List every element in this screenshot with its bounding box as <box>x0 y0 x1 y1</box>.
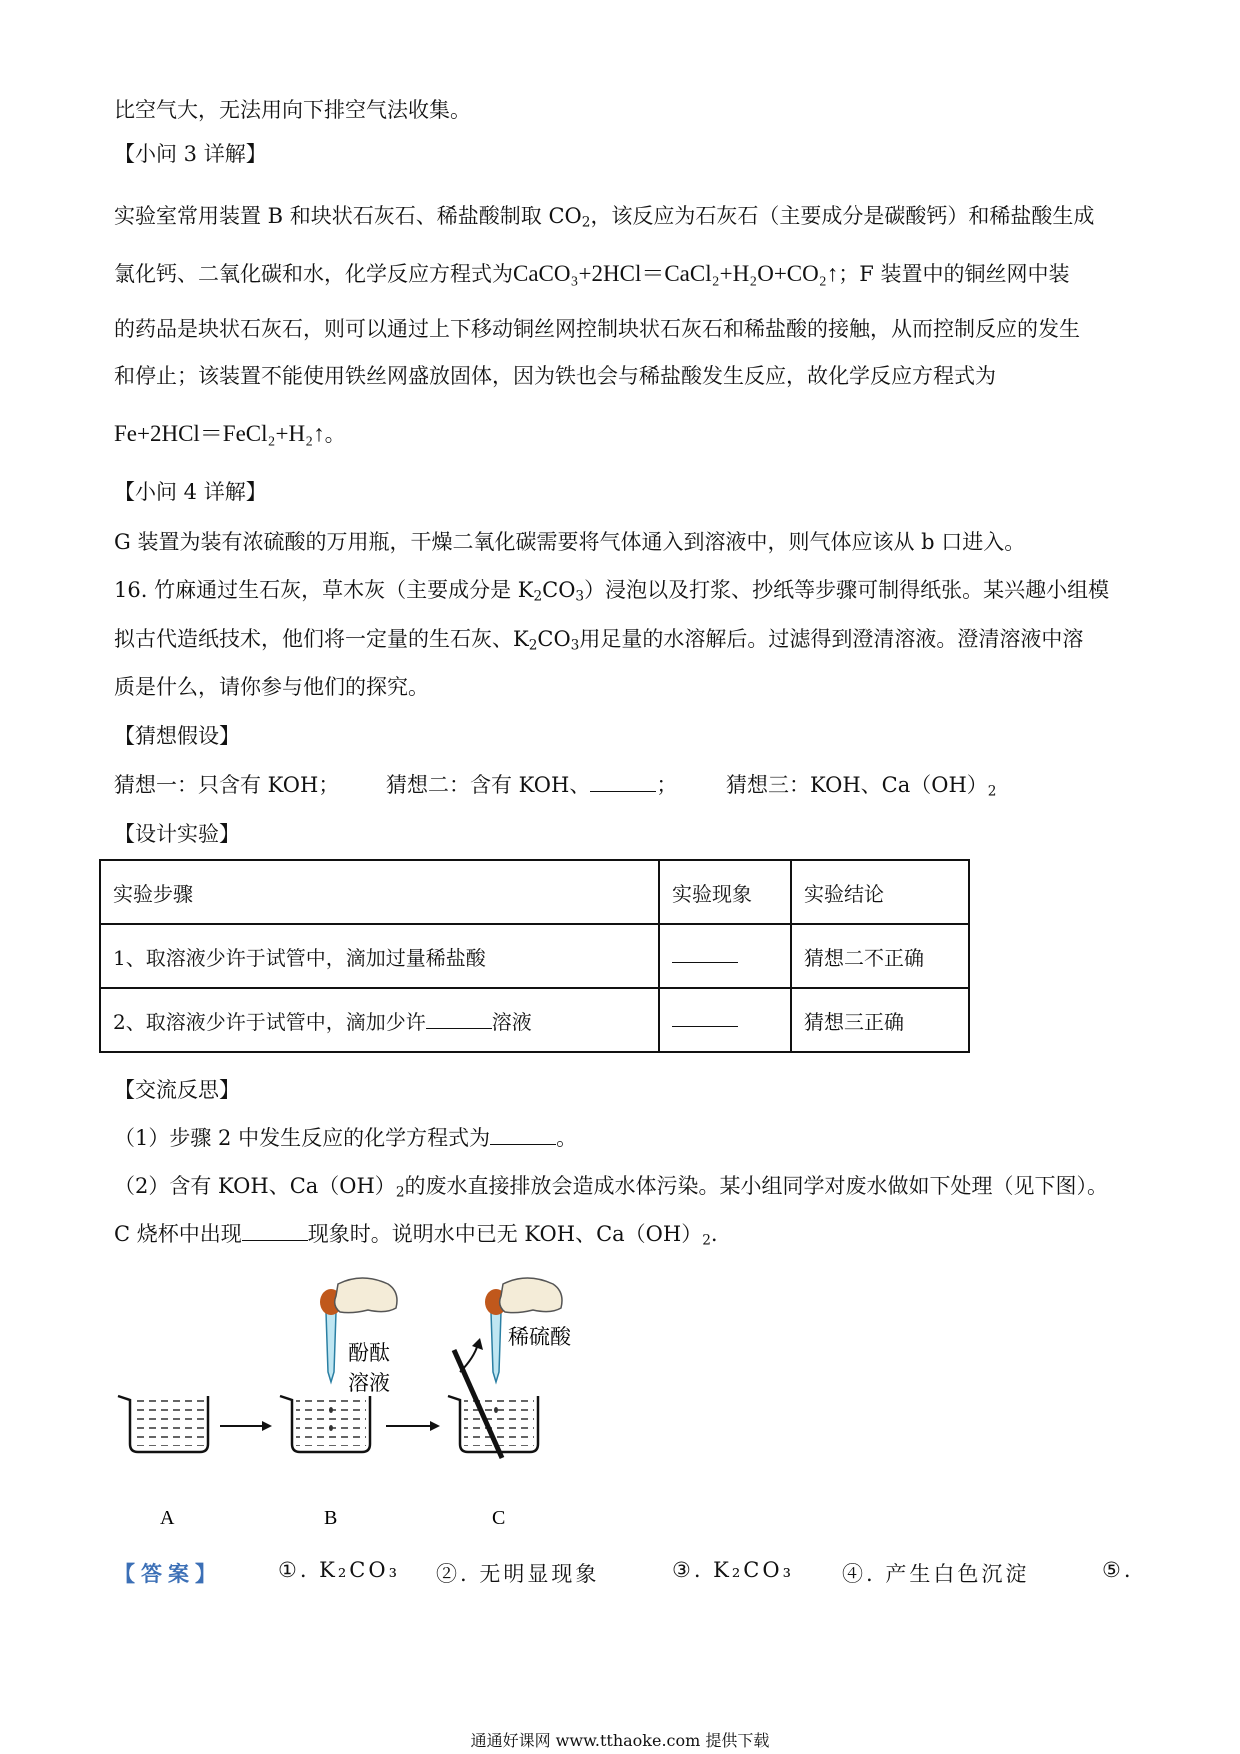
answer-item: ⑤. <box>1102 1558 1134 1582</box>
answer-blank <box>590 773 656 792</box>
section-heading-reflect: 【交流反思】 <box>114 1078 240 1102</box>
reagent-label-c: 稀硫酸 <box>508 1325 571 1349</box>
table-cell <box>659 924 791 988</box>
guess-1: 猜想一：只含有 KOH； <box>114 773 340 797</box>
text-line: 比空气大，无法用向下排空气法收集。 <box>114 98 471 122</box>
text-line: G 装置为装有浓硫酸的万用瓶，干燥二氧化碳需要将气体通入到溶液中，则气体应该从 b 口进入。 <box>114 530 1026 554</box>
table-header-row <box>100 860 969 924</box>
answer-item: ④. 产生白色沉淀 <box>842 1562 1030 1586</box>
answer-item: ③. K₂CO₃ <box>672 1558 794 1582</box>
answer-tag: 【答案】 <box>114 1561 222 1586</box>
section-heading-design: 【设计实验】 <box>114 822 240 846</box>
equation: Fe+2HCl＝FeCl₂+H₂↑ <box>114 421 325 446</box>
reagent-label-b: 酚酞 <box>348 1341 390 1365</box>
table-cell: 2、取溶液少许于试管中，滴加少许 溶液 <box>100 988 659 1052</box>
beaker-a <box>118 1396 208 1452</box>
text-line: 质是什么，请你参与他们的探究。 <box>114 675 429 699</box>
text-line: C 烧杯中出现 现象时。说明水中已无 KOH、$Ca(OH)_2$. <box>114 1222 718 1249</box>
text-line: 和停止；该装置不能使用铁丝网盛放固体，因为铁也会与稀盐酸发生反应，故化学反应方程式为 <box>114 364 996 388</box>
experiment-table <box>99 859 970 1053</box>
section-heading-q3: 【小问 3 详解】 <box>114 142 267 166</box>
guess-3: 猜想三：KOH、$Ca(OH)_2$ <box>726 773 997 800</box>
text-line: Fe+2HCl＝FeCl₂+H₂↑。 <box>114 421 346 446</box>
text-line: （1）步骤 2 中发生反应的化学方程式为 。 <box>114 1126 578 1150</box>
beaker-b <box>280 1396 370 1452</box>
section-heading-guess: 【猜想假设】 <box>114 724 240 748</box>
table-header: 实验现象 <box>659 860 791 924</box>
table-header: 实验结论 <box>791 860 969 924</box>
answer-item: ②. 无明显现象 <box>436 1562 600 1586</box>
table-header: 实验步骤 <box>100 860 659 924</box>
arrow-icon <box>386 1421 440 1431</box>
beaker-label-b: B <box>324 1507 338 1529</box>
table-row <box>100 988 969 1052</box>
beaker-label-c: C <box>492 1507 506 1529</box>
reagent-label-b: 溶液 <box>348 1371 390 1395</box>
beaker-diagram <box>100 1262 600 1542</box>
table-cell <box>659 988 791 1052</box>
table-cell: 1、取溶液少许于试管中，滴加过量稀盐酸 <box>100 924 659 988</box>
answer-blank <box>672 1008 738 1027</box>
table-cell: 猜想三正确 <box>791 988 969 1052</box>
text-line: （2）含有 KOH、$Ca(OH)_2$的废水直接排放会造成水体污染。某小组同学对废水做如下处理（见下图）。 <box>114 1174 1108 1201</box>
answer-blank <box>672 944 738 963</box>
text-line: 氯化钙、二氧化碳和水，化学反应方程式为CaCO₃+2HCl＝CaCl₂+H₂O+CO₂↑；F 装置中的铜丝网中装 <box>114 261 1070 286</box>
text-line: 实验室常用装置 B 和块状石灰石、稀盐酸制取 $CO_2$，该反应为石灰石（主要成分是碳酸钙）和稀盐酸生成 <box>114 204 1095 231</box>
section-heading-q4: 【小问 4 详解】 <box>114 480 267 504</box>
table-row <box>100 924 969 988</box>
answer-item: ①. K₂CO₃ <box>278 1558 400 1582</box>
text-line: 的药品是块状石灰石，则可以通过上下移动铜丝网控制块状石灰石和稀盐酸的接触，从而控制反应的发生 <box>114 317 1080 341</box>
hand-icon <box>335 1278 397 1313</box>
answer-row <box>114 1558 1134 1588</box>
answer-blank <box>242 1222 308 1241</box>
question-16: 16. 竹麻通过生石灰，草木灰（主要成分是 $K_2CO_3$）浸泡以及打浆、抄纸等步骤可制得纸张。某兴趣小组模 <box>114 578 1110 605</box>
text-line: 拟古代造纸技术，他们将一定量的生石灰、$K_2CO_3$用足量的水溶解后。过滤得到澄清溶液。澄清溶液中溶 <box>114 627 1084 654</box>
guess-2: 猜想二：含有 KOH、 ； <box>386 773 678 797</box>
beaker-label-a: A <box>160 1507 175 1529</box>
page-footer: 通通好课网 www.tthaoke.com 提供下载 <box>470 1731 770 1750</box>
arrow-icon <box>220 1421 272 1431</box>
answer-blank <box>490 1126 556 1145</box>
equation: CaCO₃+2HCl＝CaCl₂+H₂O+CO₂↑ <box>513 261 839 286</box>
table-cell: 猜想二不正确 <box>791 924 969 988</box>
answer-blank <box>426 1010 492 1029</box>
guess-row <box>114 773 1124 803</box>
hand-icon <box>500 1278 562 1313</box>
